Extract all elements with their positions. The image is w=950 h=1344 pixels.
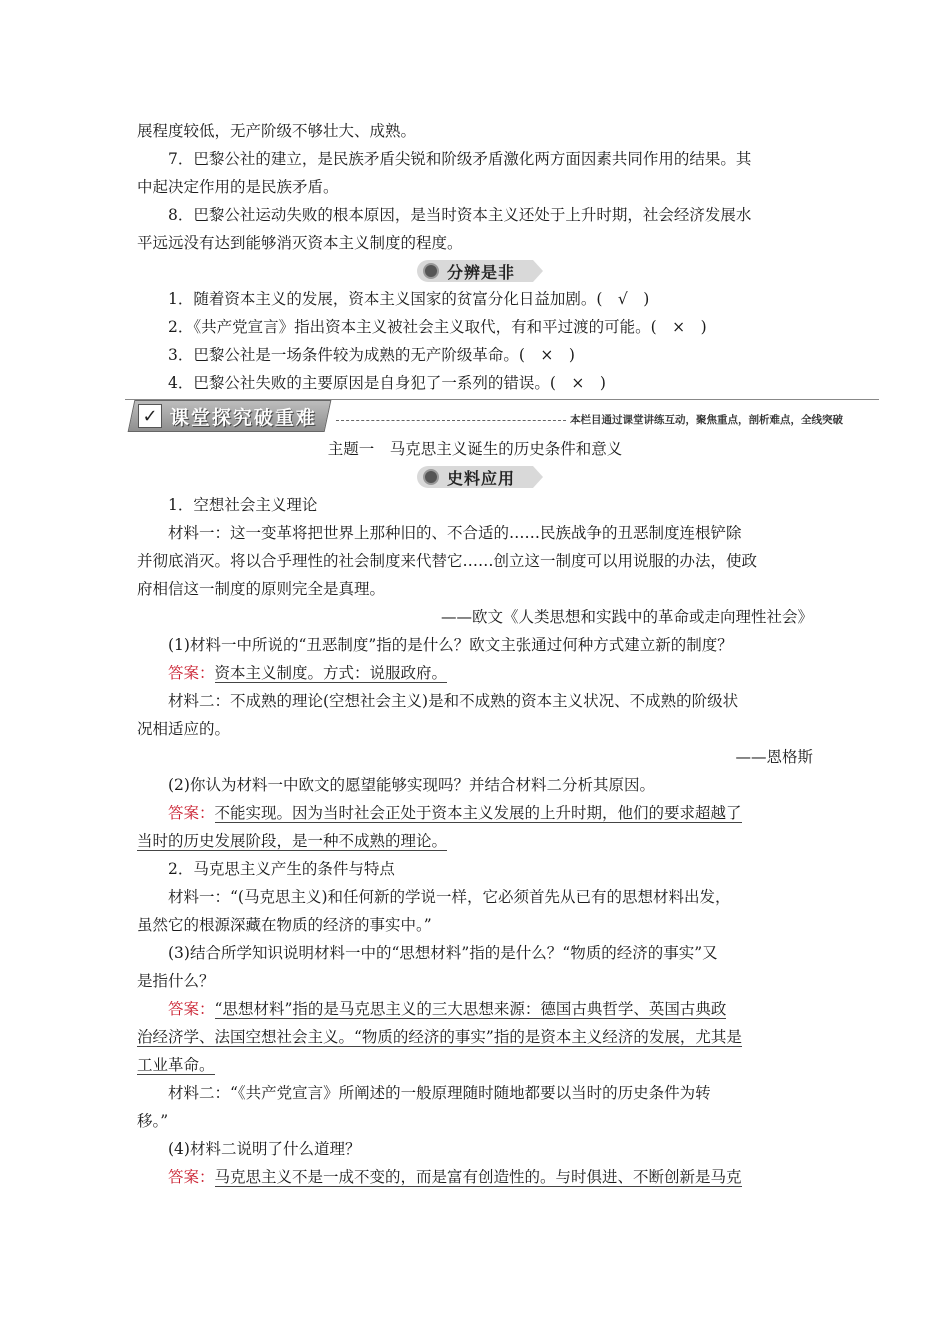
text-line: 7．巴黎公社的建立，是民族矛盾尖锐和阶级矛盾激化两方面因素共同作用的结果。其	[168, 150, 752, 168]
answer-text: 马克思主义不是一成不变的，而是富有创造性的。与时俱进、不断创新是马克	[214, 1168, 742, 1186]
question: (2)你认为材料一中欧文的愿望能够实现吗？并结合材料二分析其原因。	[168, 776, 655, 794]
answer-text: 不能实现。因为当时社会正处于资本主义发展的上升时期，他们的要求超越了	[214, 804, 742, 822]
material-line: 府相信这一制度的原则完全是真理。	[137, 580, 386, 598]
banner-dash-line	[336, 420, 566, 421]
answer	[137, 995, 813, 1023]
material-line: 材料二：“《共产党宣言》所阐述的一般原理随时随地都要以当时的历史条件为转	[168, 1084, 711, 1102]
bullet-icon	[423, 263, 439, 279]
text-line: 展程度较低，无产阶级不够壮大、成熟。	[137, 122, 417, 140]
answer-text: “思想材料”指的是马克思主义的三大思想来源：德国古典哲学、英国古典政	[214, 1000, 727, 1018]
material-line: 况相适应的。	[137, 720, 231, 738]
material-line: 并彻底消灭。将以合乎理性的社会制度来代替它……创立这一制度可以用说服的办法，使政	[137, 552, 758, 570]
document-content	[137, 117, 843, 1191]
judge-item: 4．巴黎公社失败的主要原因是自身犯了一系列的错误。( × )	[168, 374, 606, 392]
bullet-icon	[423, 469, 439, 485]
checkmark-icon: ✓	[138, 404, 162, 428]
subheading: 1．空想社会主义理论	[168, 496, 318, 514]
question: (3)结合所学知识说明材料一中的“思想材料”指的是什么？“物质的经济的事实”又	[168, 944, 718, 962]
section-badge-judge	[137, 257, 813, 285]
material-line: 材料二：不成熟的理论(空想社会主义)是和不成熟的资本主义状况、不成熟的阶级状	[168, 692, 739, 710]
answer-label: 答案：	[168, 804, 215, 822]
answer	[137, 659, 813, 687]
banner-title: 课堂探究破重难	[170, 406, 318, 429]
answer-continued	[137, 1051, 813, 1079]
answer	[137, 1163, 813, 1191]
text-line: 中起决定作用的是民族矛盾。	[137, 178, 339, 196]
question: 是指什么？	[137, 972, 215, 990]
answer-label: 答案：	[168, 1000, 215, 1018]
text-line: 8．巴黎公社运动失败的根本原因，是当时资本主义还处于上升时期，社会经济发展水	[168, 206, 752, 224]
answer-label: 答案：	[168, 1168, 215, 1186]
subheading: 2．马克思主义产生的条件与特点	[168, 860, 395, 878]
answer-continued	[137, 1023, 813, 1051]
text-line: 平远远没有达到能够消灭资本主义制度的程度。	[137, 234, 463, 252]
banner-note: 本栏目通过课堂讲练互动，聚焦重点，剖析难点，全线突破	[570, 413, 843, 426]
answer-text: 资本主义制度。方式：说服政府。	[214, 664, 448, 682]
answer-text: 治经济学、法国空想社会主义。“物质的经济的事实”指的是资本主义经济的发展，尤其是	[137, 1028, 742, 1046]
answer	[137, 799, 813, 827]
judge-item: 3．巴黎公社是一场条件较为成熟的无产阶级革命。( × )	[168, 346, 575, 364]
answer-continued	[137, 827, 813, 855]
section-banner	[131, 399, 843, 433]
question: (4)材料二说明了什么道理？	[168, 1140, 361, 1158]
answer-text: 工业革命。	[137, 1056, 215, 1074]
section-badge-label: 分辨是非	[446, 262, 515, 282]
material-line: 移。”	[137, 1112, 169, 1130]
question: (1)材料一中所说的“丑恶制度”指的是什么？欧文主张通过何种方式建立新的制度？	[168, 636, 733, 654]
section-badge-sources	[137, 463, 813, 491]
source-citation: ——欧文《人类思想和实践中的革命或走向理性社会》	[440, 608, 813, 626]
source-citation: ——恩格斯	[735, 748, 813, 766]
answer-text: 当时的历史发展阶段，是一种不成熟的理论。	[137, 832, 448, 850]
judge-item: 2．《共产党宣言》指出资本主义被社会主义取代，有和平过渡的可能。( × )	[168, 318, 707, 336]
material-line: 材料一：“(马克思主义)和任何新的学说一样，它必须首先从已有的思想材料出发，	[168, 888, 731, 906]
material-line: 材料一：这一变革将把世界上那种旧的、不合适的……民族战争的丑恶制度连根铲除	[168, 524, 742, 542]
material-line: 虽然它的根源深藏在物质的经济的事实中。”	[137, 916, 432, 934]
answer-label: 答案：	[168, 664, 215, 682]
judge-item: 1．随着资本主义的发展，资本主义国家的贫富分化日益加剧。( √ )	[168, 290, 650, 308]
topic-title: 主题一 马克思主义诞生的历史条件和意义	[327, 440, 623, 458]
section-badge-label: 史料应用	[446, 468, 515, 488]
